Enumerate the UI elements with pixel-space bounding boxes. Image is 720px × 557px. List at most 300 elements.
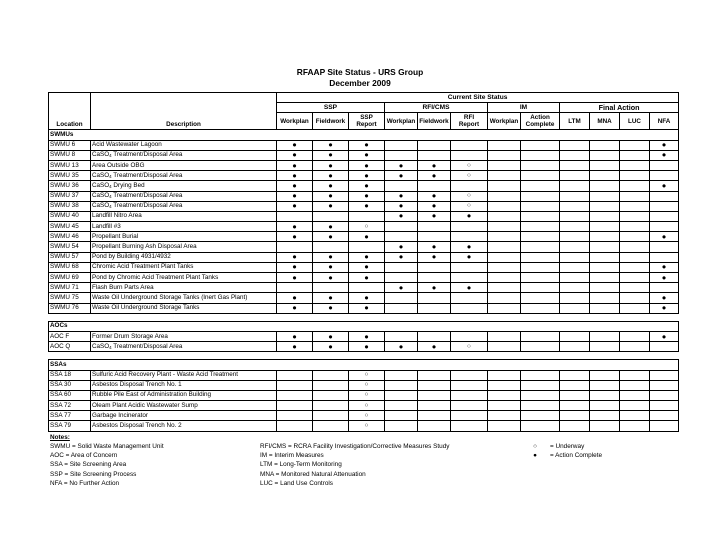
complete-mark-icon: ● (650, 181, 679, 191)
status-cell (451, 293, 488, 303)
underway-mark-icon: ○ (349, 222, 385, 232)
complete-mark-icon: ● (650, 303, 679, 313)
complete-mark-icon: ● (349, 273, 385, 283)
section-title: SSAs (49, 360, 679, 370)
status-cell (590, 211, 620, 221)
note-line: LUC = Land Use Controls (260, 479, 333, 487)
site-location: SWMU 13 (49, 160, 91, 170)
table-row (49, 303, 679, 313)
complete-mark-icon: ● (418, 201, 451, 211)
complete-mark-icon: ● (418, 242, 451, 252)
status-cell (620, 171, 650, 181)
status-cell (590, 242, 620, 252)
status-cell (313, 380, 349, 390)
column-header-line: Workplan (386, 117, 416, 125)
site-description: Asbestos Disposal Trench No. 2 (91, 421, 277, 431)
status-cell (488, 390, 521, 400)
complete-mark-icon: ● (277, 252, 313, 262)
status-cell (590, 181, 620, 191)
status-cell (521, 242, 560, 252)
status-cell (521, 150, 560, 160)
status-cell (650, 380, 679, 390)
status-cell (560, 160, 590, 170)
site-location: SWMU 36 (49, 181, 91, 191)
status-cell (560, 303, 590, 313)
underway-mark-icon: ○ (451, 160, 488, 170)
status-cell (560, 342, 590, 352)
status-cell (620, 262, 650, 272)
site-location: SSA 79 (49, 421, 91, 431)
notes-title: Notes: (50, 434, 70, 441)
section-spacer (49, 313, 679, 321)
status-cell (560, 191, 590, 201)
status-cell (349, 242, 385, 252)
complete-mark-icon: ● (451, 283, 488, 293)
table-row (49, 262, 679, 272)
status-cell (488, 171, 521, 181)
site-location: SWMU 75 (49, 293, 91, 303)
complete-mark-icon: ● (385, 211, 418, 221)
site-description: Propellant Burial (91, 232, 277, 242)
status-cell (418, 140, 451, 150)
status-cell (277, 401, 313, 411)
status-column-header (488, 113, 521, 130)
site-status-table (48, 92, 679, 432)
complete-mark-icon: ● (349, 252, 385, 262)
status-cell (488, 252, 521, 262)
complete-mark-icon: ● (313, 191, 349, 201)
legend-underway (528, 442, 602, 451)
status-cell (418, 370, 451, 380)
status-cell (488, 160, 521, 170)
table-row (49, 370, 679, 380)
status-cell (521, 380, 560, 390)
site-location: SWMU 69 (49, 273, 91, 283)
status-cell (560, 252, 590, 262)
status-cell (313, 390, 349, 400)
status-cell (560, 181, 590, 191)
status-cell (451, 421, 488, 431)
column-header-line: Action (530, 114, 550, 122)
table-row (49, 342, 679, 352)
status-cell (488, 331, 521, 341)
description-subscript: 4 (109, 173, 112, 179)
complete-mark-icon: ● (418, 160, 451, 170)
status-cell (521, 421, 560, 431)
site-location: SWMU 6 (49, 140, 91, 150)
site-description: Chromic Acid Treatment Plant Tanks (91, 262, 277, 272)
legend-underway-text: = Underway (550, 443, 585, 450)
status-cell (620, 232, 650, 242)
status-column-header (560, 113, 590, 130)
status-cell (650, 390, 679, 400)
description-part: CaSO (92, 171, 110, 179)
table-row (49, 160, 679, 170)
status-cell (590, 421, 620, 431)
status-cell (451, 303, 488, 313)
status-cell (521, 262, 560, 272)
status-cell (418, 421, 451, 431)
status-cell (313, 401, 349, 411)
description-part: Treatment/Disposal Area (111, 202, 183, 210)
complete-mark-icon: ● (277, 171, 313, 181)
filled-circle-icon: ● (533, 452, 537, 460)
status-cell (385, 181, 418, 191)
status-cell (488, 273, 521, 283)
status-cell (620, 421, 650, 431)
status-cell (488, 150, 521, 160)
complete-mark-icon: ● (277, 342, 313, 352)
status-cell (488, 262, 521, 272)
status-cell (560, 401, 590, 411)
site-location: SWMU 54 (49, 242, 91, 252)
description-subscript: 4 (109, 183, 112, 189)
underway-mark-icon: ○ (349, 421, 385, 431)
status-cell (277, 242, 313, 252)
site-location: SWMU 57 (49, 252, 91, 262)
description-part: Treatment/Disposal Area (111, 192, 183, 200)
im-group-header: IM (488, 103, 560, 113)
site-location: SSA 72 (49, 401, 91, 411)
complete-mark-icon: ● (385, 342, 418, 352)
status-cell (418, 331, 451, 341)
table-row (49, 181, 679, 191)
status-column-header (385, 113, 418, 130)
status-cell (620, 390, 650, 400)
status-cell (620, 181, 650, 191)
underway-mark-icon: ○ (451, 171, 488, 181)
status-cell (620, 303, 650, 313)
status-cell (277, 390, 313, 400)
complete-mark-icon: ● (349, 303, 385, 313)
description-part: CaSO (92, 202, 110, 210)
column-header-line: Fieldwork (315, 117, 346, 125)
site-location: SSA 77 (49, 411, 91, 421)
legend-complete-text: = Action Complete (550, 452, 603, 460)
status-cell (488, 181, 521, 191)
description-part: CaSO (92, 342, 110, 350)
status-cell (418, 262, 451, 272)
description-part: Treatment/Disposal Area (111, 171, 183, 179)
status-cell (451, 401, 488, 411)
status-cell (590, 411, 620, 421)
status-cell (488, 201, 521, 211)
status-cell (590, 191, 620, 201)
status-cell (560, 293, 590, 303)
status-cell (620, 342, 650, 352)
status-cell (385, 411, 418, 421)
complete-mark-icon: ● (277, 150, 313, 160)
status-cell (650, 242, 679, 252)
status-cell (521, 401, 560, 411)
complete-mark-icon: ● (349, 342, 385, 352)
status-cell (521, 370, 560, 380)
table-row (49, 293, 679, 303)
site-location: SWMU 38 (49, 201, 91, 211)
site-description: Propellant Burning Ash Disposal Area (91, 242, 277, 252)
status-cell (488, 342, 521, 352)
site-location: SWMU 45 (49, 222, 91, 232)
site-location: SSA 30 (49, 380, 91, 390)
status-cell (590, 171, 620, 181)
complete-mark-icon: ● (277, 273, 313, 283)
site-location: SWMU 40 (49, 211, 91, 221)
status-cell (385, 331, 418, 341)
table-row (49, 380, 679, 390)
section-header-row (49, 360, 679, 370)
status-cell (590, 262, 620, 272)
status-cell (418, 222, 451, 232)
complete-mark-icon: ● (349, 191, 385, 201)
column-header-line: LTM (568, 117, 581, 125)
column-header-line: RFI (463, 114, 475, 122)
description-part: CaSO (92, 192, 110, 200)
status-cell (451, 411, 488, 421)
status-cell (560, 380, 590, 390)
status-cell (488, 293, 521, 303)
status-body (49, 130, 679, 431)
underway-mark-icon: ○ (451, 191, 488, 201)
status-cell (650, 252, 679, 262)
status-cell (451, 150, 488, 160)
underway-mark-icon: ○ (451, 342, 488, 352)
complete-mark-icon: ● (385, 171, 418, 181)
status-cell (418, 273, 451, 283)
complete-mark-icon: ● (650, 140, 679, 150)
complete-mark-icon: ● (313, 222, 349, 232)
status-cell (418, 293, 451, 303)
status-cell (590, 331, 620, 341)
notes-abbrev-col1 (50, 442, 164, 488)
status-cell (620, 370, 650, 380)
status-cell (620, 283, 650, 293)
note-line: MNA = Monitored Natural Attenuation (260, 470, 366, 478)
complete-mark-icon: ● (313, 252, 349, 262)
status-cell (590, 283, 620, 293)
status-cell (590, 273, 620, 283)
status-cell (521, 160, 560, 170)
status-cell (590, 232, 620, 242)
complete-mark-icon: ● (349, 262, 385, 272)
status-cell (521, 283, 560, 293)
status-cell (560, 273, 590, 283)
complete-mark-icon: ● (313, 140, 349, 150)
status-cell (488, 380, 521, 390)
site-description: Flash Burn Parts Area (91, 283, 277, 293)
site-location: AOC F (49, 331, 91, 341)
status-cell (313, 242, 349, 252)
complete-mark-icon: ● (451, 211, 488, 221)
site-description: Rubble Pile East of Administration Building (91, 390, 277, 400)
rfi-cms-group-header: RFI/CMS (385, 103, 488, 113)
status-cell (451, 222, 488, 232)
status-cell (590, 140, 620, 150)
status-cell (590, 380, 620, 390)
status-cell (313, 211, 349, 221)
status-cell (650, 160, 679, 170)
status-cell (620, 222, 650, 232)
complete-mark-icon: ● (650, 232, 679, 242)
complete-mark-icon: ● (349, 160, 385, 170)
status-cell (590, 401, 620, 411)
status-cell (620, 150, 650, 160)
description-part: CaSO (92, 151, 110, 159)
status-cell (451, 390, 488, 400)
status-cell (451, 273, 488, 283)
table-row (49, 211, 679, 221)
status-cell (590, 150, 620, 160)
status-cell (650, 411, 679, 421)
status-cell (521, 331, 560, 341)
complete-mark-icon: ● (418, 342, 451, 352)
status-column-header (313, 113, 349, 130)
complete-mark-icon: ● (313, 262, 349, 272)
column-header-line: Complete (525, 121, 555, 129)
section-header-row (49, 321, 679, 331)
status-cell (488, 411, 521, 421)
status-cell (277, 283, 313, 293)
site-description (91, 201, 277, 211)
status-cell (418, 380, 451, 390)
status-cell (418, 411, 451, 421)
status-cell (560, 211, 590, 221)
open-circle-icon: ○ (533, 443, 537, 450)
location-header: Location (49, 93, 91, 130)
description-header: Description (91, 93, 277, 130)
site-location: SSA 18 (49, 370, 91, 380)
column-header-line: Fieldwork (419, 117, 449, 125)
status-cell (488, 232, 521, 242)
complete-mark-icon: ● (313, 303, 349, 313)
status-cell (385, 222, 418, 232)
status-cell (560, 140, 590, 150)
complete-mark-icon: ● (385, 283, 418, 293)
note-line: LTM = Long-Term Monitoring (260, 461, 342, 469)
complete-mark-icon: ● (277, 191, 313, 201)
complete-mark-icon: ● (277, 232, 313, 242)
site-location: SWMU 37 (49, 191, 91, 201)
site-description: Former Drum Storage Area (91, 331, 277, 341)
site-description (91, 150, 277, 160)
status-cell (451, 262, 488, 272)
complete-mark-icon: ● (418, 191, 451, 201)
status-cell (521, 390, 560, 400)
site-description (91, 191, 277, 201)
status-cell (560, 222, 590, 232)
complete-mark-icon: ● (313, 160, 349, 170)
status-cell (488, 303, 521, 313)
status-cell (521, 293, 560, 303)
column-header-line: Report (356, 121, 377, 129)
complete-mark-icon: ● (313, 273, 349, 283)
complete-mark-icon: ● (277, 303, 313, 313)
complete-mark-icon: ● (650, 273, 679, 283)
status-cell (560, 411, 590, 421)
current-site-status-header: Current Site Status (277, 93, 679, 103)
status-cell (560, 262, 590, 272)
complete-mark-icon: ● (313, 342, 349, 352)
section-header-row (49, 130, 679, 140)
status-cell (560, 421, 590, 431)
status-cell (418, 232, 451, 242)
site-location: SWMU 76 (49, 303, 91, 313)
description-subscript: 4 (109, 194, 112, 200)
status-cell (620, 242, 650, 252)
status-cell (620, 380, 650, 390)
complete-mark-icon: ● (277, 160, 313, 170)
status-cell (451, 380, 488, 390)
complete-mark-icon: ● (349, 181, 385, 191)
complete-mark-icon: ● (385, 201, 418, 211)
status-cell (560, 232, 590, 242)
description-part: CaSO (92, 181, 110, 189)
status-cell (620, 273, 650, 283)
column-header-line: LUC (628, 117, 641, 125)
status-cell (590, 160, 620, 170)
status-cell (590, 390, 620, 400)
status-cell (488, 401, 521, 411)
status-cell (488, 140, 521, 150)
underway-mark-icon: ○ (349, 370, 385, 380)
report-title: RFAAP Site Status - URS Group (296, 67, 424, 77)
status-cell (521, 411, 560, 421)
column-header-line: Workplan (489, 117, 519, 125)
status-cell (620, 140, 650, 150)
table-row (49, 390, 679, 400)
complete-mark-icon: ● (418, 171, 451, 181)
status-cell (488, 211, 521, 221)
site-description: Waste Oil Underground Storage Tanks (91, 303, 277, 313)
description-part: Treatment/Disposal Area (111, 151, 183, 159)
status-cell (451, 232, 488, 242)
site-location: SWMU 8 (49, 150, 91, 160)
status-cell (620, 411, 650, 421)
status-cell (620, 191, 650, 201)
status-cell (418, 390, 451, 400)
status-cell (521, 252, 560, 262)
table-row (49, 171, 679, 181)
status-cell (521, 232, 560, 242)
site-description (91, 171, 277, 181)
status-column-header (521, 113, 560, 130)
status-column-header (451, 113, 488, 130)
status-cell (650, 283, 679, 293)
complete-mark-icon: ● (385, 242, 418, 252)
complete-mark-icon: ● (277, 331, 313, 341)
legend-complete (528, 451, 602, 460)
complete-mark-icon: ● (277, 201, 313, 211)
status-cell (488, 242, 521, 252)
status-cell (451, 181, 488, 191)
note-line: IM = Interim Measures (260, 452, 324, 460)
site-location: SSA 60 (49, 390, 91, 400)
status-cell (418, 150, 451, 160)
status-cell (488, 283, 521, 293)
status-cell (418, 303, 451, 313)
complete-mark-icon: ● (313, 171, 349, 181)
status-cell (521, 171, 560, 181)
site-description: Landfill Nitro Area (91, 211, 277, 221)
complete-mark-icon: ● (313, 181, 349, 191)
complete-mark-icon: ● (650, 262, 679, 272)
status-cell (349, 211, 385, 221)
column-header-line: Workplan (280, 117, 309, 125)
notes-abbrev-col2 (260, 442, 449, 488)
complete-mark-icon: ● (313, 293, 349, 303)
status-cell (277, 411, 313, 421)
report-date: December 2009 (329, 78, 391, 88)
status-cell (313, 411, 349, 421)
